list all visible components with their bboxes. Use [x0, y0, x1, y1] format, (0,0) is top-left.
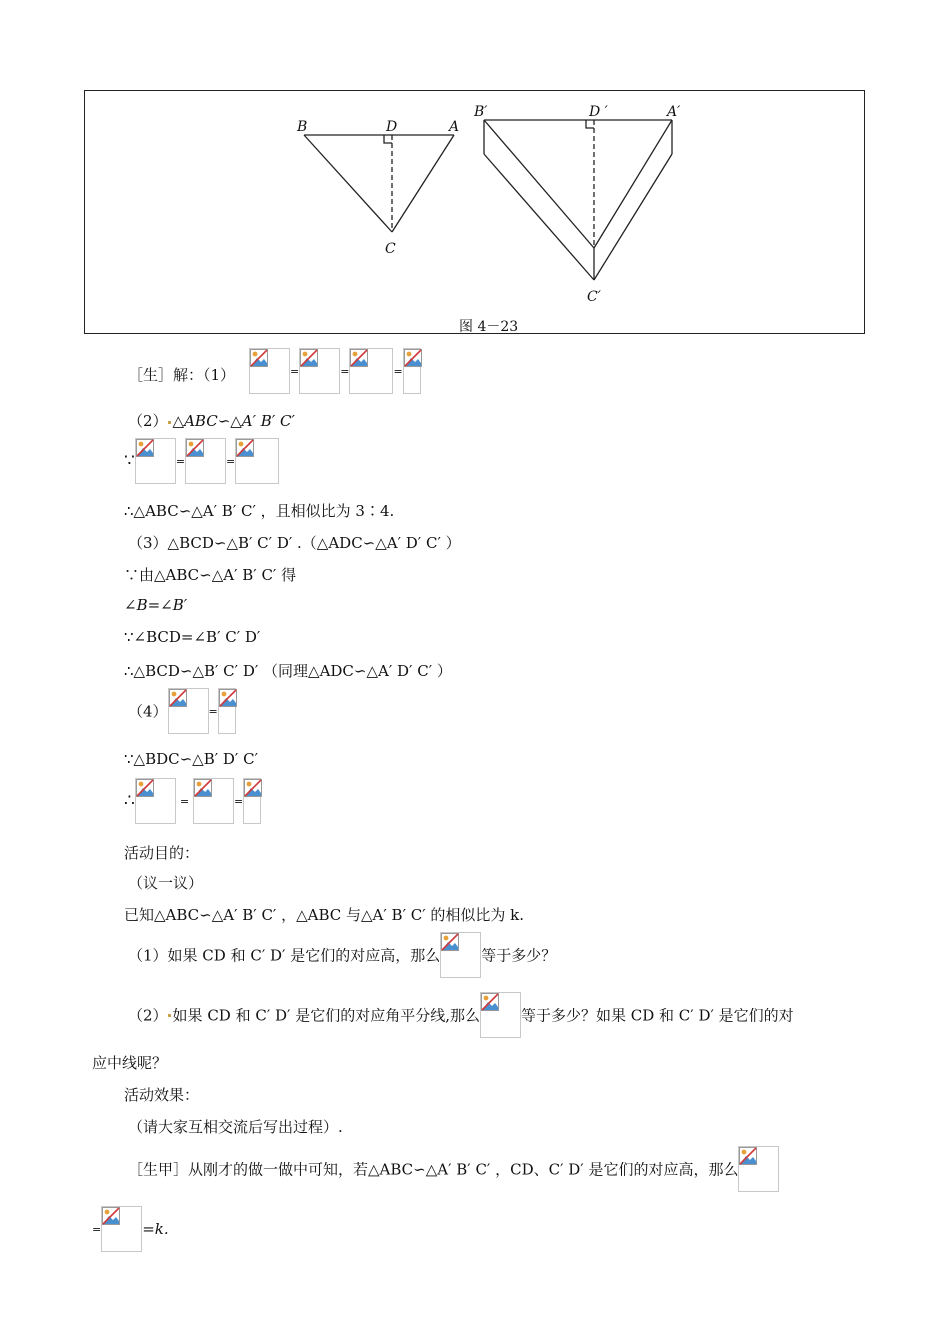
label-C: C: [385, 241, 396, 257]
line-4: ∴△ABC∽△A′ B′ C′ ，且相似比为 3∶4.: [124, 502, 395, 520]
anchor-marker: [168, 421, 171, 424]
line-18: 应中线呢？: [92, 1054, 168, 1072]
line-17: （2） 如果 CD 和 C′ D′ 是它们的对应角平分线,那么 等于多少？如果 CD 和 C′ D′ 是它们的对: [128, 992, 794, 1038]
broken-image-icon: [218, 688, 236, 734]
fraction-row-1: = = =: [249, 348, 421, 394]
line-7: ∠B=∠B′: [124, 596, 188, 614]
broken-image-icon: [185, 438, 226, 484]
fraction-row-2: ∵ = =: [124, 438, 279, 484]
line-2: （2） △ABC∽△A′ B′ C′: [128, 412, 295, 430]
label-B-prime: B′: [474, 104, 488, 120]
label-D: D: [386, 119, 398, 135]
line-15: 已知△ABC∽△A′ B′ C′ ，△ABC 与△A′ B′ C′ 的相似比为 k.: [124, 906, 525, 924]
fraction-row-4: ∴ = =: [124, 778, 261, 824]
broken-image-icon: [193, 778, 234, 824]
line-11: ∵△BDC∽△B′ D′ C′: [124, 750, 258, 768]
label-A: A: [449, 119, 460, 135]
anchor-marker: [168, 1014, 171, 1017]
broken-image-icon: [135, 438, 176, 484]
line-20: （请大家互相交流后写出过程）.: [128, 1118, 343, 1136]
broken-image-icon: [243, 778, 261, 824]
line-22: = =k.: [92, 1206, 169, 1252]
label-D-prime: D ′: [589, 104, 608, 120]
label-A-prime: A′: [667, 104, 681, 120]
line-16: （1）如果 CD 和 C′ D′ 是它们的对应高，那么 等于多少？: [128, 932, 556, 978]
line-21: ［生甲］从刚才的做一做中可知，若△ABC∽△A′ B′ C′ ，CD、C′ D′ 是它们的对应高，那么: [128, 1146, 779, 1192]
broken-image-icon: [135, 778, 176, 824]
broken-image-icon: [349, 348, 393, 394]
line-9: ∴△BCD∽△B′ C′ D′ （同理△ADC∽△A′ D′ C′ ）: [124, 662, 452, 680]
line-6: ∵由△ABC∽△A′ B′ C′ 得: [124, 566, 297, 584]
label-C-prime: C′: [587, 289, 601, 305]
activity-effect-heading: 活动效果：: [124, 1086, 200, 1104]
fraction-row-3: （4） =: [128, 688, 236, 734]
line-1: ［生］解：（1）: [128, 366, 236, 384]
broken-image-icon: [168, 688, 209, 734]
broken-image-icon: [738, 1146, 779, 1192]
broken-image-icon: [249, 348, 290, 394]
figure-diagram: [84, 90, 865, 320]
discussion-heading: （议一议）: [128, 874, 204, 892]
broken-image-icon: [235, 438, 279, 484]
broken-image-icon: [101, 1206, 142, 1252]
broken-image-icon: [480, 992, 521, 1038]
activity-goal-heading: 活动目的：: [124, 844, 200, 862]
broken-image-icon: [299, 348, 340, 394]
line-5: （3）△BCD∽△B′ C′ D′ .（△ADC∽△A′ D′ C′ ）: [128, 534, 461, 552]
figure-caption: 图 4－23: [459, 319, 519, 335]
broken-image-icon: [440, 932, 481, 978]
line-8: ∵∠BCD=∠B′ C′ D′: [124, 628, 261, 646]
label-B: B: [297, 119, 308, 135]
broken-image-icon: [403, 348, 421, 394]
